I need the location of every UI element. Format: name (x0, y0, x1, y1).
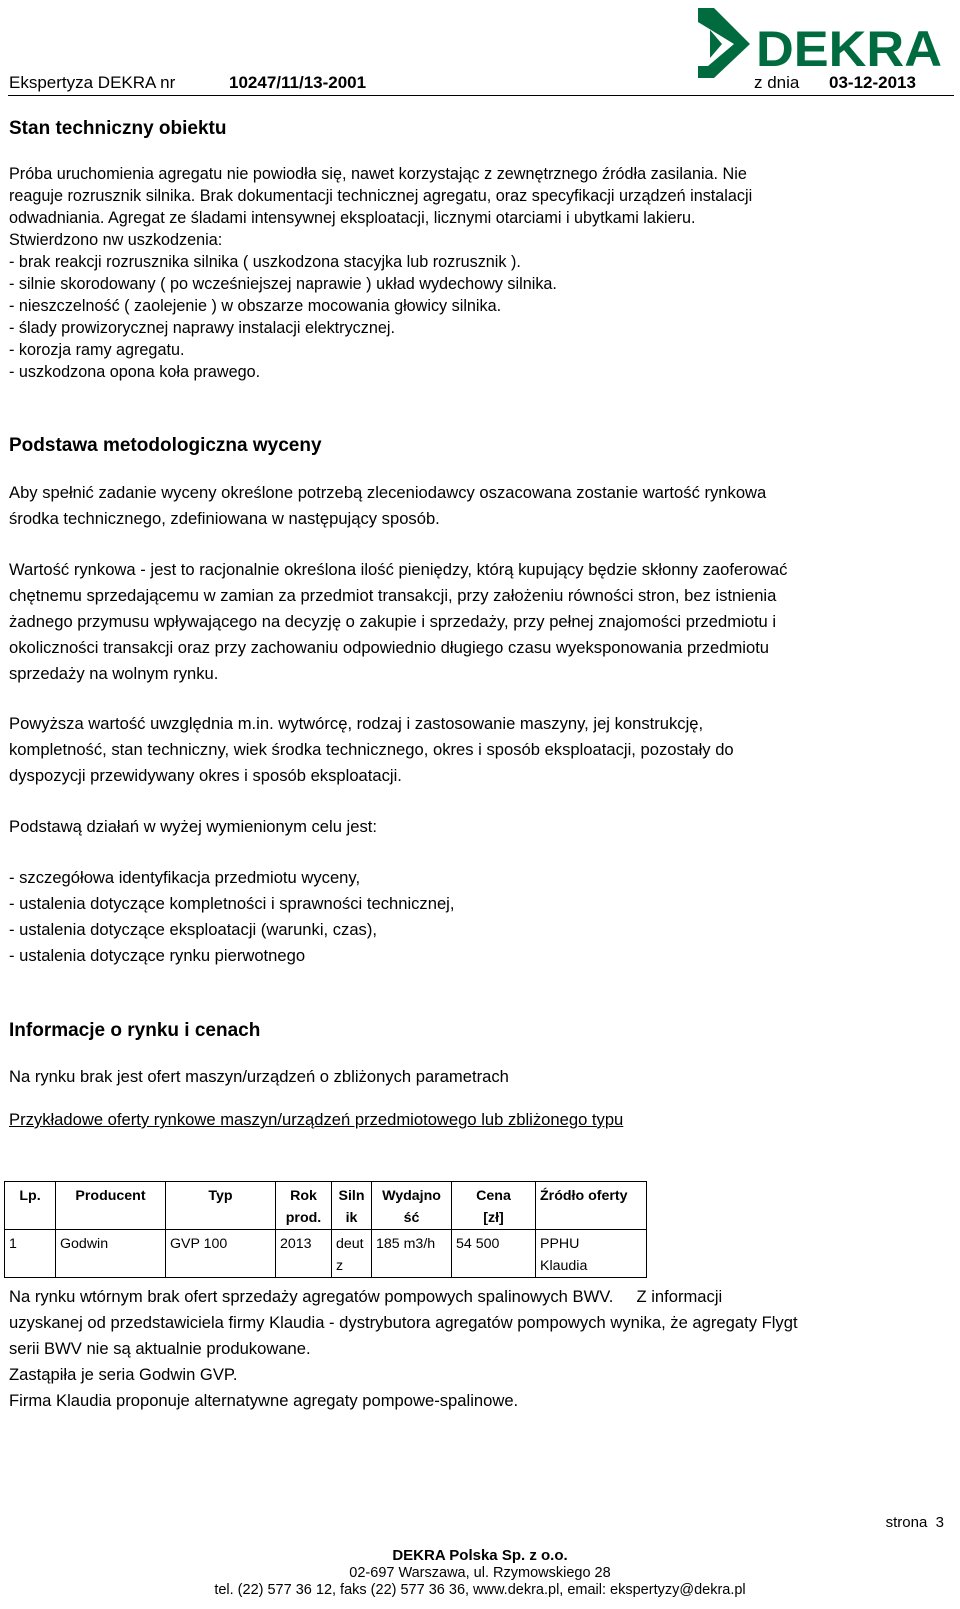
table-cell: deut z (332, 1230, 372, 1278)
text-line: Stwierdzono nw uszkodzenia: (9, 231, 223, 249)
damage-item: - uszkodzona opona koła prawego. (9, 363, 261, 381)
list-item: - ustalenia dotyczące rynku pierwotnego (9, 946, 306, 965)
footer-company: DEKRA Polska Sp. z o.o. (392, 1547, 568, 1564)
text-line: Na rynku brak jest ofert maszyn/urządzeń o zbliżonych parametrach (9, 1067, 509, 1086)
market-intro (9, 1064, 954, 1090)
dekra-logo-mark (698, 8, 750, 78)
header-divider (8, 95, 954, 96)
technical-condition-text (9, 163, 949, 383)
methodology-paragraph-2 (9, 557, 954, 687)
page-label: strona (885, 1514, 928, 1531)
footer-contact: tel. (22) 577 36 12, faks (22) 577 36 36, www.dekra.pl, email: ekspertyzy@dekra.pl (214, 1582, 746, 1598)
text-line: Zastąpiła je seria Godwin GVP. (9, 1365, 238, 1384)
table-cell: 185 m3/h (372, 1230, 452, 1278)
table-cell: PPHU Klaudia (536, 1230, 647, 1278)
dekra-logo-wordmark: DEKRA (756, 21, 942, 77)
list-item: - szczegółowa identyfikacja przedmiotu wyceny, (9, 868, 361, 887)
text-line: odwadniania. Agregat ze śladami intensywnej eksploatacji, licznymi otarciami i ubytkami lakieru. (9, 209, 696, 227)
page-number (886, 1514, 944, 1531)
table-cell: 54 500 (452, 1230, 536, 1278)
damage-item: - silnie skorodowany ( po wcześniejszej naprawie ) układ wydechowy silnika. (9, 275, 557, 293)
table-cell: GVP 100 (166, 1230, 276, 1278)
text-line: Podstawą działań w wyżej wymienionym celu jest: (9, 817, 377, 836)
table-cell: 1 (5, 1230, 56, 1278)
column-header-producer: Producent (56, 1182, 166, 1230)
text-line: serii BWV nie są aktualnie produkowane. (9, 1339, 311, 1358)
text-line: Wartość rynkowa - jest to racjonalnie określona ilość pieniędzy, którą kupujący będzie skłonny zaoferować (9, 560, 788, 579)
methodology-list (9, 865, 954, 969)
section-title-market-info: Informacje o rynku i cenach (9, 1020, 261, 1041)
methodology-paragraph-1 (9, 480, 954, 532)
dekra-logo (698, 6, 948, 78)
offers-subtitle (9, 1107, 954, 1133)
column-header-price: Cena [zł] (452, 1182, 536, 1230)
table-row (5, 1230, 647, 1278)
text-line: okoliczności transakcji oraz przy zachowaniu odpowiednio długiego czasu wyeksponowania przedmiotu (9, 638, 770, 657)
text-line: dyspozycji przewidywany okres i sposób eksploatacji. (9, 766, 402, 785)
table-header-row (5, 1182, 647, 1230)
damage-item: - ślady prowizorycznej naprawy instalacji elektrycznej. (9, 319, 395, 337)
text-line: kompletność, stan techniczny, wiek środka technicznego, okres i sposób eksploatacji, pozostały do (9, 740, 734, 759)
methodology-paragraph-3 (9, 711, 954, 789)
list-item: - ustalenia dotyczące eksploatacji (warunki, czas), (9, 920, 377, 939)
report-date-label: z dnia (754, 73, 800, 92)
damage-item: - korozja ramy agregatu. (9, 341, 185, 359)
methodology-paragraph-4 (9, 814, 954, 840)
column-header-lp: Lp. (5, 1182, 56, 1230)
text-line: Firma Klaudia proponuje alternatywne agregaty pompowe-spalinowe. (9, 1391, 519, 1410)
report-number: 10247/11/13-2001 (229, 73, 367, 92)
page-number-value: 3 (935, 1514, 944, 1531)
text-line: Próba uruchomienia agregatu nie powiodła się, nawet korzystając z zewnętrznego źródła zasilania. Nie (9, 165, 747, 183)
text-line: Przykładowe oferty rynkowe maszyn/urządzeń przedmiotowego lub zbliżonego typu (9, 1110, 624, 1129)
column-header-year: Rok prod. (276, 1182, 332, 1230)
column-header-type: Typ (166, 1182, 276, 1230)
table-cell: 2013 (276, 1230, 332, 1278)
list-item: - ustalenia dotyczące kompletności i sprawności technicznej, (9, 894, 455, 913)
text-line: reaguje rozrusznik silnika. Brak dokumentacji technicznej agregatu, oraz specyfikacji urządzeń instalacji (9, 187, 753, 205)
text-line: środka technicznego, zdefiniowana w następujący sposób. (9, 509, 440, 528)
column-header-engine: Siln ik (332, 1182, 372, 1230)
text-line: żadnego przymusu wpływającego na decyzję o zakupie i sprzedaży, przy pełnej znajomości przedmiotu i (9, 612, 777, 631)
report-header (9, 73, 951, 95)
column-header-capacity: Wydajno ść (372, 1182, 452, 1230)
text-line: Aby spełnić zadanie wyceny określone potrzebą zleceniodawcy oszacowana zostanie wartość rynkowa (9, 483, 767, 502)
column-header-source: Źródło oferty (536, 1182, 647, 1230)
offers-table (4, 1181, 647, 1278)
text-line: chętnemu sprzedającemu w zamian za przedmiot transakcji, przy założeniu równości stron, bez istnienia (9, 586, 777, 605)
text-line: uzyskanej od przedstawiciela firmy Klaudia - dystrybutora agregatów pompowych wynika, że agregaty Flygt (9, 1313, 798, 1332)
footer-address: 02-697 Warszawa, ul. Rzymowskiego 28 (349, 1565, 611, 1581)
table-cell: Godwin (56, 1230, 166, 1278)
damage-item: - nieszczelność ( zaolejenie ) w obszarze mocowania głowicy silnika. (9, 297, 502, 315)
report-label: Ekspertyza DEKRA nr (9, 73, 176, 92)
text-line: sprzedaży na wolnym rynku. (9, 664, 219, 683)
report-date: 03-12-2013 (829, 73, 916, 92)
damage-item: - brak reakcji rozrusznika silnika ( uszkodzona stacyjka lub rozrusznik ). (9, 253, 521, 271)
section-title-technical-condition: Stan techniczny obiektu (9, 118, 227, 139)
text-line: Na rynku wtórnym brak ofert sprzedaży agregatów pompowych spalinowych BWV. Z informacji (9, 1287, 723, 1306)
text-line: Powyższa wartość uwzględnia m.in. wytwórcę, rodzaj i zastosowanie maszyny, jej konstrukcję, (9, 714, 704, 733)
market-closing-text (9, 1284, 954, 1414)
section-title-methodology: Podstawa metodologiczna wyceny (9, 435, 322, 456)
